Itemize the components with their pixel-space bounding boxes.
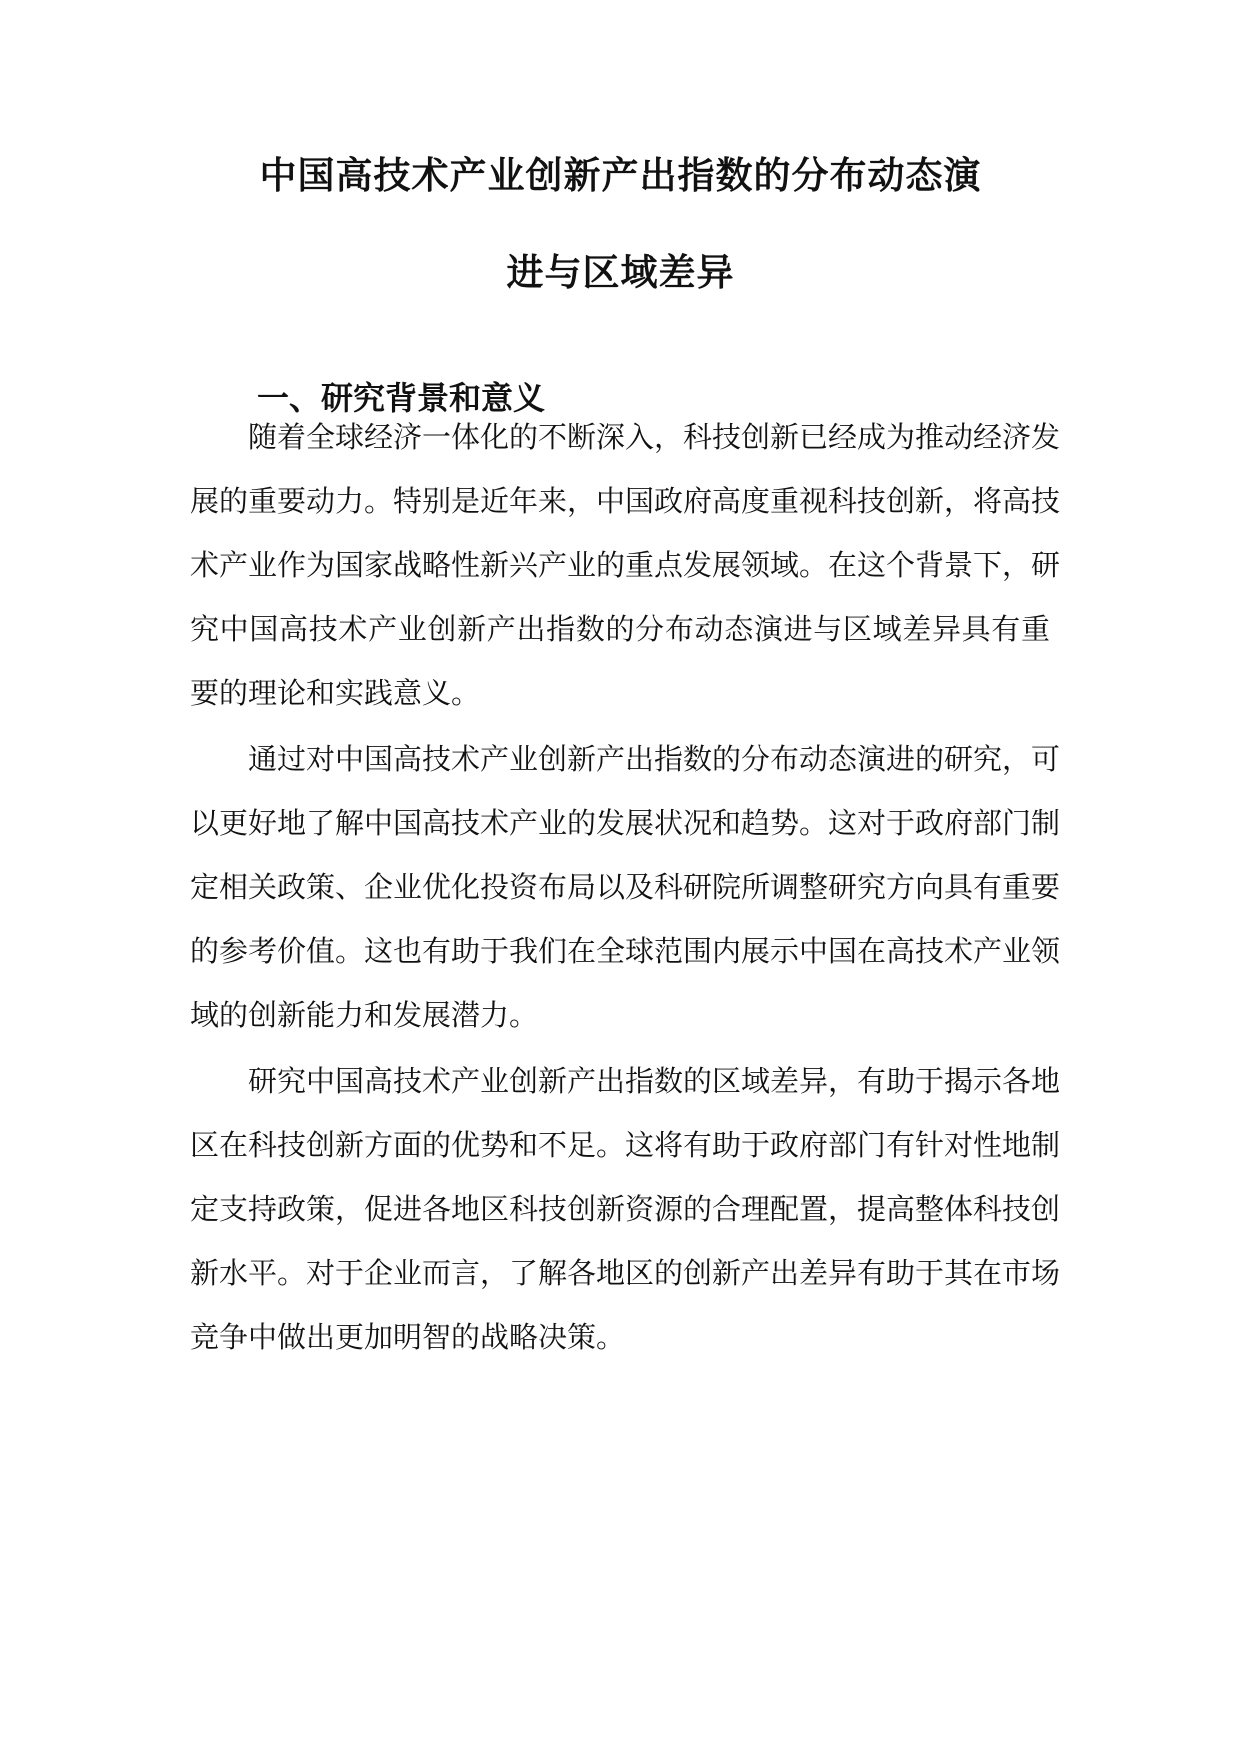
paragraph-1-line-4: 究中国高技术产业创新产出指数的分布动态演进与区域差异具有重 [190,612,1050,646]
paragraph-3-line-1: 研究中国高技术产业创新产出指数的区域差异，有助于揭示各地 [248,1064,1061,1098]
paragraph-2-line-5: 域的创新能力和发展潜力。 [190,998,539,1032]
paragraph-2-line-3: 定相关政策、企业优化投资布局以及科研院所调整研究方向具有重要 [190,870,1061,904]
paragraph-1-line-5: 要的理论和实践意义。 [190,676,481,710]
paragraph-3-line-3: 定支持政策，促进各地区科技创新资源的合理配置，提高整体科技创 [190,1192,1061,1226]
section-heading: 一、研究背景和意义 [257,379,546,417]
paragraph-3-line-5: 竞争中做出更加明智的战略决策。 [190,1320,626,1354]
paragraph-2-line-4: 的参考价值。这也有助于我们在全球范围内展示中国在高技术产业领 [190,934,1061,968]
paragraph-2-line-1: 通过对中国高技术产业创新产出指数的分布动态演进的研究，可 [248,742,1061,776]
paragraph-1-line-3: 术产业作为国家战略性新兴产业的重点发展领域。在这个背景下，研 [190,548,1061,582]
paragraph-2-line-2: 以更好地了解中国高技术产业的发展状况和趋势。这对于政府部门制 [190,806,1061,840]
paragraph-1-line-2: 展的重要动力。特别是近年来，中国政府高度重视科技创新，将高技 [190,484,1061,518]
paragraph-3-line-4: 新水平。对于企业而言，了解各地区的创新产出差异有助于其在市场 [190,1256,1061,1290]
paragraph-1-line-1: 随着全球经济一体化的不断深入，科技创新已经成为推动经济发 [248,420,1061,454]
document-title-line-2: 进与区域差异 [506,251,735,294]
paragraph-3-line-2: 区在科技创新方面的优势和不足。这将有助于政府部门有针对性地制 [190,1128,1061,1162]
document-title-line-1: 中国高技术产业创新产出指数的分布动态演 [259,154,982,197]
